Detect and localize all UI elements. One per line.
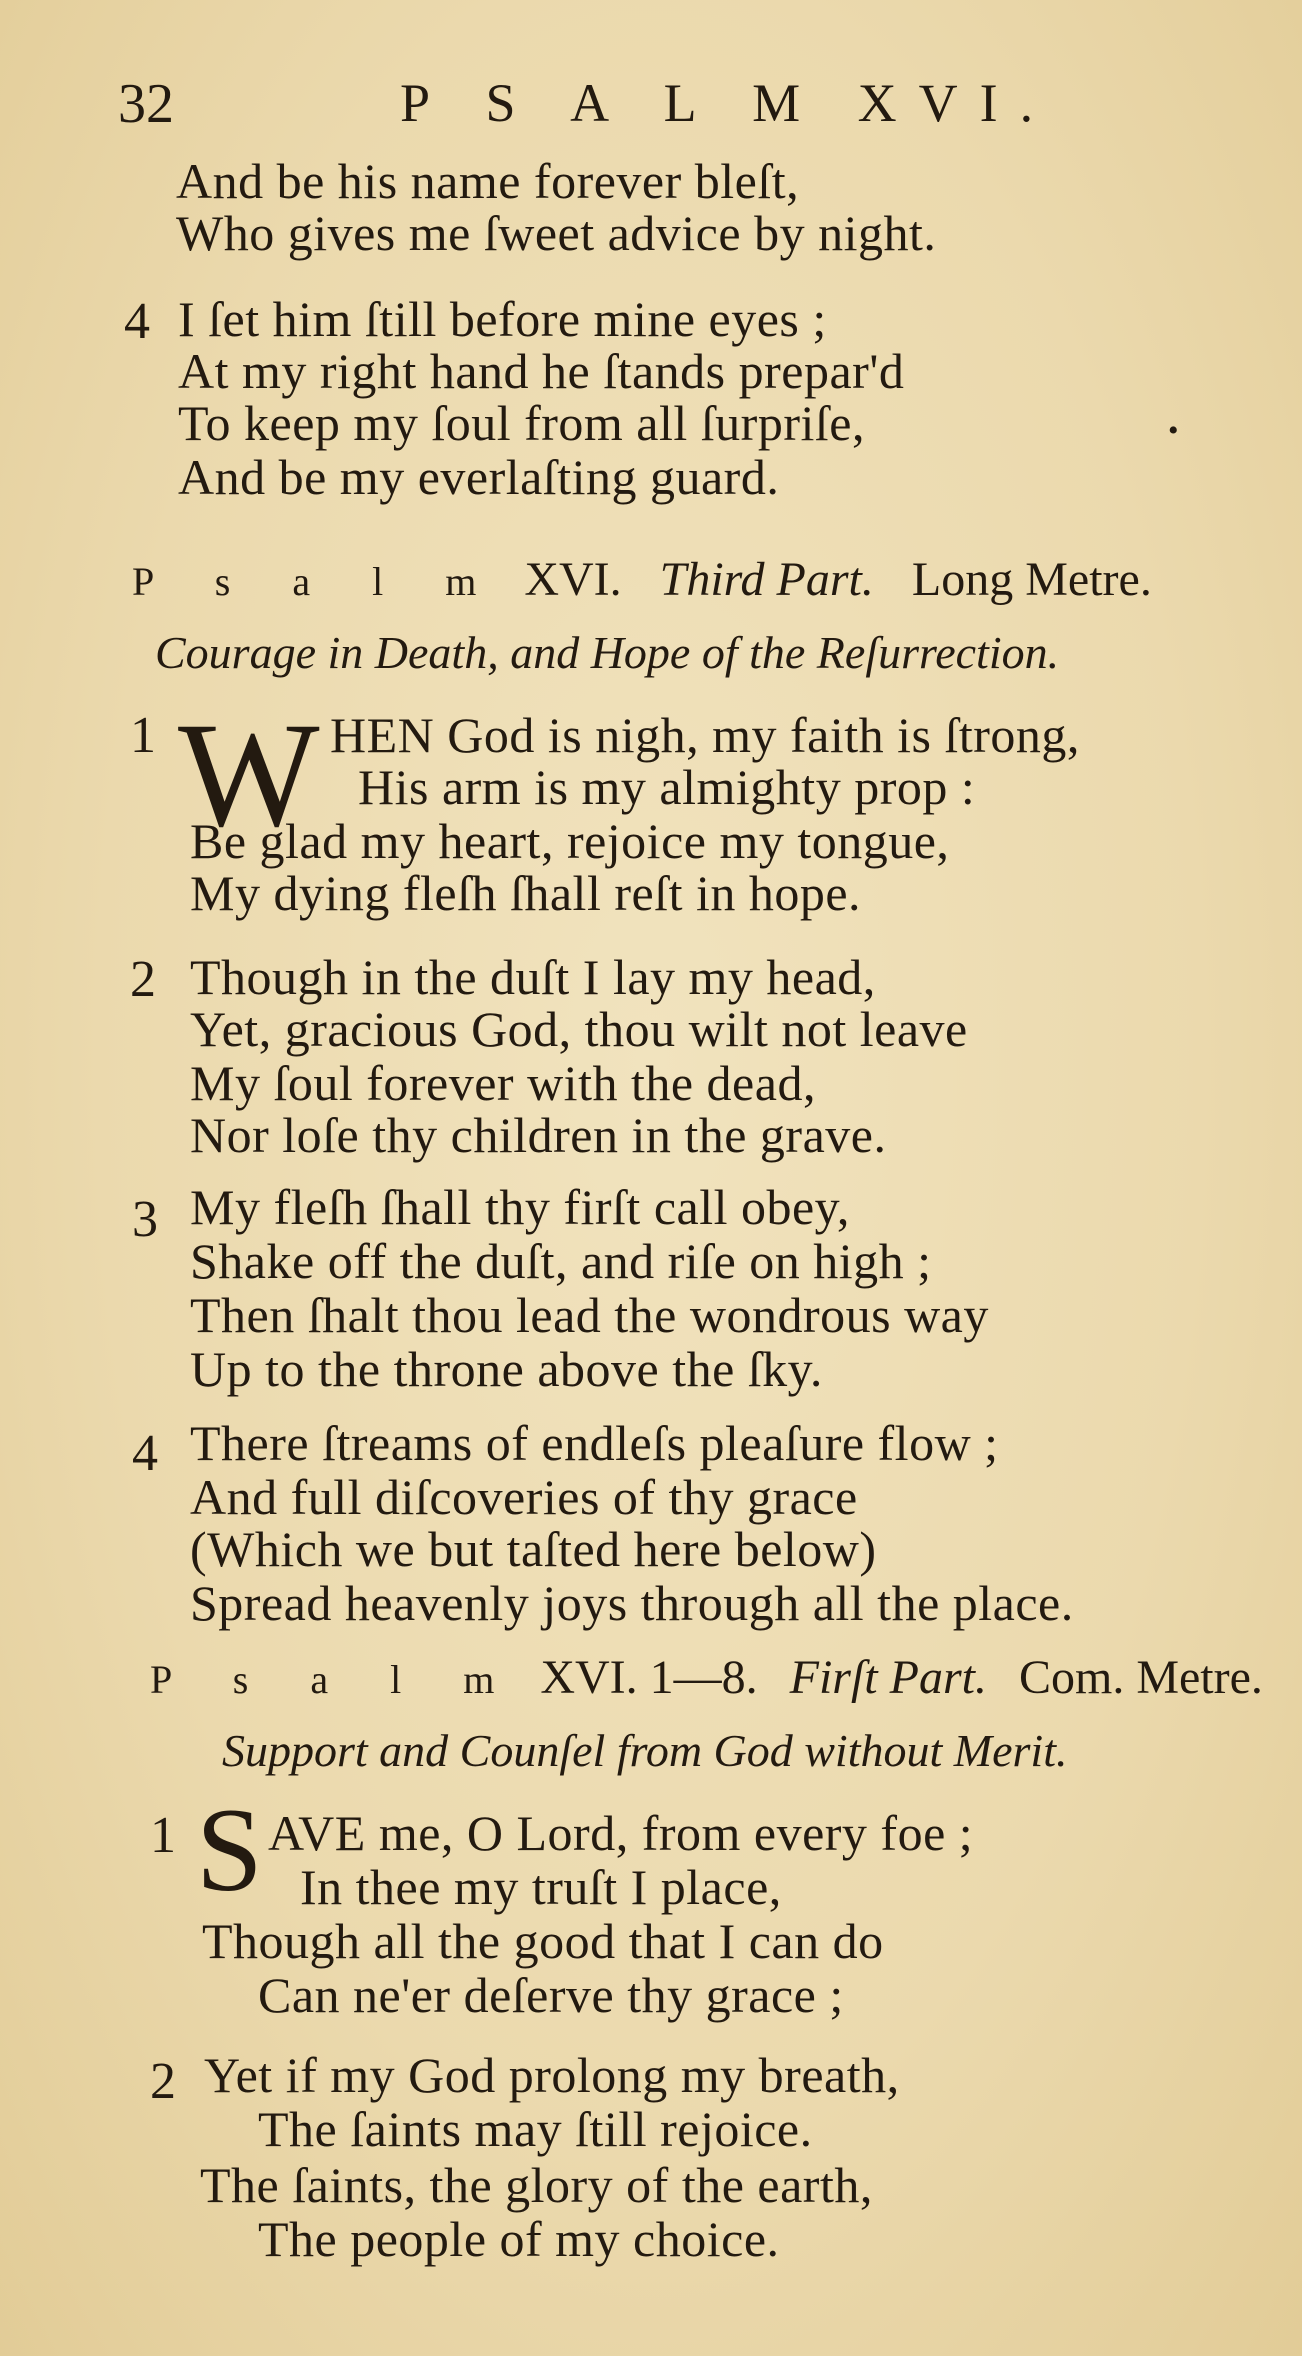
psalm-subtitle: Courage in Death, and Hope of the Reſurrection. [155, 627, 1060, 678]
verse-line: AVE me, O Lord, from every foe ; [268, 1805, 974, 1861]
verse-line: Up to the throne above the ſky. [190, 1341, 823, 1397]
psalm-numeral: XVI. [524, 553, 622, 606]
verse-line: Yet, gracious God, thou wilt not leave [190, 1001, 968, 1057]
verse-line: Though all the good that I can do [202, 1913, 884, 1969]
verse-line: Shake off the duſt, and riſe on high ; [190, 1233, 932, 1289]
verse-number: 2 [130, 951, 156, 1008]
psalm-label: P s a l m [150, 1657, 521, 1702]
part-label: Firſt Part. [789, 1651, 987, 1704]
running-title: P S A L M XVI. [400, 73, 1056, 133]
verse-number: 3 [132, 1191, 158, 1248]
verse-line: To keep my ſoul from all ſurpriſe, [178, 395, 865, 451]
verse-line: Spread heavenly joys through all the place. [190, 1575, 1074, 1631]
verse-line: I ſet him ſtill before mine eyes ; [178, 291, 827, 347]
drop-cap: W [178, 692, 320, 858]
verse-line: My ſoul forever with the dead, [190, 1055, 816, 1111]
drop-cap: S [196, 1783, 263, 1916]
verse-line: Be glad my heart, rejoice my tongue, [190, 813, 950, 869]
verse-line: Though in the duſt I lay my head, [190, 949, 876, 1005]
verse-line: In thee my truſt I place, [300, 1859, 782, 1915]
verse-line: Nor loſe thy children in the grave. [190, 1107, 887, 1163]
metre-label: Long Metre. [911, 553, 1152, 606]
continuation-line-1: And be his name forever bleſt, [176, 153, 800, 209]
page-number: 32 [118, 73, 174, 135]
verse-line: The ſaints may ſtill rejoice. [258, 2101, 813, 2157]
verse-number: 4 [124, 293, 150, 350]
verse-line: His arm is my almighty prop : [358, 759, 976, 815]
verse-number: 1 [150, 1807, 176, 1864]
verse-line: The ſaints, the glory of the earth, [200, 2157, 873, 2213]
verse-line: My fleſh ſhall thy firſt call obey, [190, 1179, 850, 1235]
psalm-numeral: XVI. 1—8. [540, 1651, 758, 1704]
printer-mark: • [1168, 414, 1179, 447]
verse-number: 1 [130, 707, 156, 764]
verse-line: There ſtreams of endleſs pleaſure flow ; [190, 1415, 999, 1471]
verse-line: HEN God is nigh, my faith is ſtrong, [330, 707, 1080, 763]
verse-line: At my right hand he ſtands prepar'd [178, 343, 905, 399]
verse-line: Can ne'er deſerve thy grace ; [258, 1967, 844, 2023]
verse-line: And full diſcoveries of thy grace [190, 1469, 858, 1525]
psalm-heading-first [150, 1650, 1263, 1705]
verse-line: Yet if my God prolong my breath, [204, 2047, 900, 2103]
verse-number: 4 [132, 1425, 158, 1482]
verse-line: Then ſhalt thou lead the wondrous way [190, 1287, 989, 1343]
verse-line: And be my everlaſting guard. [178, 449, 780, 505]
verse-line: My dying fleſh ſhall reſt in hope. [190, 865, 862, 921]
psalm-subtitle: Support and Counſel from God without Merit. [222, 1725, 1068, 1776]
verse-line: The people of my choice. [258, 2211, 780, 2267]
part-label: Third Part. [659, 553, 874, 606]
verse-number: 2 [150, 2053, 176, 2110]
continuation-line-2: Who gives me ſweet advice by night. [176, 205, 937, 261]
psalm-label: P s a l m [132, 559, 503, 604]
verse-line: (Which we but taſted here below) [190, 1521, 877, 1577]
psalm-heading-third [132, 552, 1152, 607]
metre-label: Com. Metre. [1018, 1651, 1263, 1704]
